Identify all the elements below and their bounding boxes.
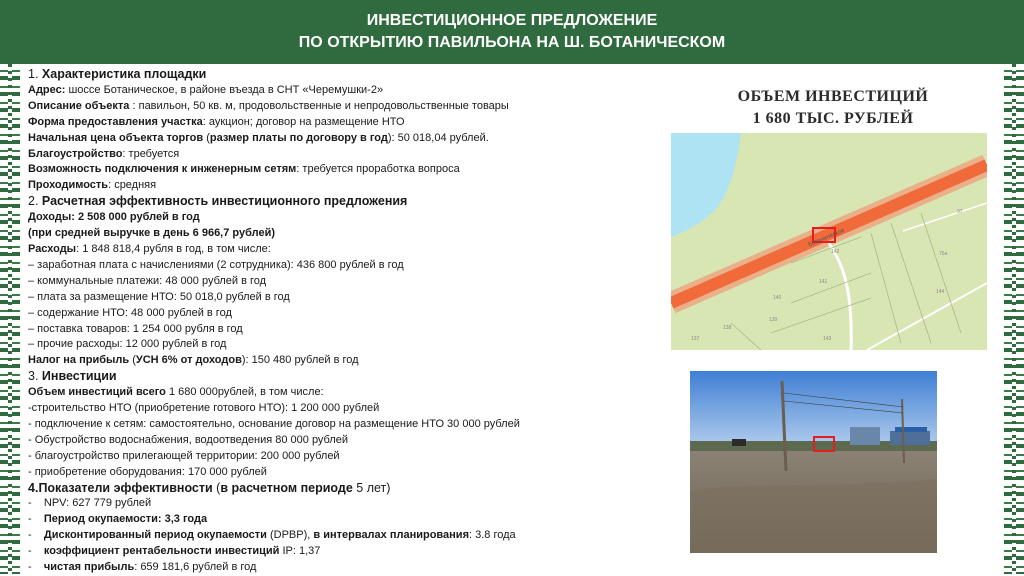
dpbp-row bbox=[28, 528, 678, 544]
profit-label: чистая прибыль bbox=[43, 561, 135, 574]
payback-row bbox=[28, 512, 678, 528]
expense-item: – заработная плата с начислениями (2 сотрудника): 436 800 рублей в год bbox=[28, 258, 404, 271]
investment-total-value: 1 680 000рублей, в том числе: bbox=[165, 386, 324, 399]
expense-item: – поставка товаров: 1 254 000 рубля в год bbox=[28, 322, 243, 335]
dpbp-paren: (DPBP), bbox=[266, 529, 314, 542]
investment-total-row bbox=[28, 385, 678, 401]
slide-title-line2: ПО ОТКРЫТИЮ ПАВИЛЬОНА НА Ш. БОТАНИЧЕСКОМ bbox=[298, 34, 726, 51]
section-number: 3. bbox=[28, 369, 42, 384]
section-title: Расчетная эффективность инвестиционного предложения bbox=[41, 194, 408, 209]
npv-row bbox=[28, 496, 678, 512]
section-title: Характеристика площадки bbox=[41, 67, 207, 81]
dpbp-label-2: в интервалах планирования bbox=[313, 529, 469, 542]
investment-volume-block bbox=[688, 86, 978, 130]
network-label: Возможность подключения к инженерным сетям bbox=[28, 163, 297, 176]
description-value: : павильон, 50 кв. м, продовольственные и непродовольственные товары bbox=[129, 99, 509, 112]
address-row bbox=[28, 83, 678, 99]
tax-paren: ( bbox=[129, 354, 136, 367]
price-label: Начальная цена объекта торгов bbox=[28, 131, 204, 144]
map-house-number: 141 bbox=[819, 279, 828, 285]
investment-item: - благоустройство прилегающей территории: 200 000 рублей bbox=[28, 449, 340, 462]
section-title-end: 5 лет) bbox=[352, 480, 391, 495]
site-photo bbox=[690, 371, 937, 553]
expense-item: – содержание НТО: 48 000 рублей в год bbox=[28, 306, 232, 319]
address-label: Адрес: bbox=[28, 83, 69, 96]
section-title: Показатели эффективности bbox=[38, 480, 213, 495]
map-house-number: 75а bbox=[939, 251, 948, 257]
investment-item: - Обустройство водоснабжения, водоотведения 80 000 рублей bbox=[28, 433, 349, 446]
investment-volume-value: 1 680 ТЫС. РУБЛЕЙ bbox=[752, 110, 914, 127]
dpbp-label: Дисконтированный период окупаемости bbox=[43, 529, 267, 542]
tax-label-2: УСН 6% от доходов bbox=[135, 354, 242, 367]
section-number: 2. bbox=[28, 194, 42, 209]
expenses-label: Расходы bbox=[28, 242, 77, 255]
expenses-row bbox=[28, 242, 678, 258]
tax-row bbox=[28, 353, 678, 369]
map-house-number: 142 bbox=[831, 249, 840, 255]
tax-value: ): 150 480 рублей в год bbox=[241, 354, 359, 367]
map-house-number: 139 bbox=[769, 317, 778, 323]
section-number: 4. bbox=[28, 480, 39, 495]
improvement-label: Благоустройство bbox=[28, 147, 123, 160]
map-house-number: 144 bbox=[936, 289, 945, 295]
bullet: - bbox=[28, 529, 44, 542]
price-value: ): 50 018,04 рублей. bbox=[387, 131, 489, 144]
ornament-border-left bbox=[0, 64, 20, 574]
investment-item: - приобретение оборудования: 170 000 рублей bbox=[28, 465, 267, 478]
traffic-value: : средняя bbox=[108, 179, 157, 192]
payback-label: Период окупаемости: 3,3 года bbox=[43, 513, 208, 526]
address-value: шоссе Ботаническое, в районе въезда в СНТ «Черемушки-2» bbox=[68, 83, 384, 96]
pi-row bbox=[28, 544, 678, 560]
investment-volume-label: ОБЪЕМ ИНВЕСТИЦИЙ bbox=[737, 88, 929, 105]
form-value: : аукцион; договор на размещение НТО bbox=[202, 115, 405, 128]
network-value: : требуется проработка вопроса bbox=[296, 163, 460, 176]
photo-roof bbox=[895, 427, 927, 432]
price-row bbox=[28, 131, 678, 147]
photo-car bbox=[732, 439, 746, 446]
price-paren: ( bbox=[203, 131, 210, 144]
map-house-number: 143 bbox=[823, 336, 832, 342]
income-label: Доходы bbox=[28, 211, 72, 224]
tax-label: Налог на прибыль bbox=[28, 354, 130, 367]
map-house-number: 137 bbox=[691, 336, 700, 342]
form-label: Форма предоставления участка bbox=[28, 115, 203, 128]
profit-value: : 659 181,6 рублей в год bbox=[134, 561, 257, 574]
section-4-heading bbox=[28, 481, 678, 497]
traffic-label: Проходимость bbox=[28, 179, 109, 192]
form-row bbox=[28, 115, 678, 131]
slide-header bbox=[0, 0, 1024, 64]
expense-item: – коммунальные платежи: 48 000 рублей в год bbox=[28, 274, 267, 287]
section-3-heading bbox=[28, 369, 678, 385]
section-title-2: в расчетном периоде bbox=[220, 480, 353, 495]
photo-building bbox=[850, 427, 880, 445]
dpbp-value: : 3.8 года bbox=[469, 529, 516, 542]
investment-item: -строительство НТО (приобретение готового НТО): 1 200 000 рублей bbox=[28, 402, 380, 415]
section-number: 1. bbox=[28, 67, 42, 81]
description-label: Описание объекта bbox=[28, 99, 130, 112]
investment-total-label: Объем инвестиций всего bbox=[28, 386, 166, 399]
expense-item: – прочие расходы: 12 000 рублей в год bbox=[28, 338, 227, 351]
ornament-border-right bbox=[1004, 64, 1024, 574]
description-row bbox=[28, 99, 678, 115]
bullet: - bbox=[28, 545, 44, 558]
npv-label: NPV bbox=[43, 497, 67, 510]
avg-revenue-row: (при средней выручке в день 6 966,7 рублей) bbox=[28, 227, 276, 240]
bullet: - bbox=[28, 513, 44, 526]
bullet: - bbox=[28, 497, 44, 510]
improvement-value: : требуется bbox=[122, 147, 180, 160]
price-label-2: размер платы по договору в год bbox=[209, 131, 388, 144]
photo-mud bbox=[690, 479, 937, 553]
map-house-number: 140 bbox=[773, 295, 782, 301]
section-title-paren: ( bbox=[212, 480, 221, 495]
income-row bbox=[28, 210, 678, 226]
section-2-heading bbox=[28, 194, 678, 210]
map-street-label: Ботаническое bbox=[807, 227, 846, 249]
section-title: Инвестиции bbox=[41, 369, 117, 384]
expense-item: – плата за размещение НТО: 50 018,0 рублей в год bbox=[28, 290, 290, 303]
pi-label: коэффициент рентабельности инвестиций bbox=[43, 545, 280, 558]
map-house-number: 97 bbox=[957, 209, 963, 215]
map-house-number: 138 bbox=[723, 325, 732, 331]
photo-building bbox=[890, 431, 930, 445]
site-map bbox=[671, 133, 987, 350]
npv-value: : 627 779 рублей bbox=[66, 497, 152, 510]
network-row bbox=[28, 162, 678, 178]
investment-item: - подключение к сетям: самостоятельно, основание договор на размещение НТО 30 000 рублей bbox=[28, 417, 520, 430]
income-value: : 2 508 000 рублей в год bbox=[71, 211, 200, 224]
bullet: - bbox=[28, 561, 44, 574]
improvement-row bbox=[28, 147, 678, 163]
slide-title-line1: ИНВЕСТИЦИОННОЕ ПРЕДЛОЖЕНИЕ bbox=[366, 12, 658, 29]
pi-value: IP: 1,37 bbox=[279, 545, 321, 558]
section-1-heading bbox=[28, 67, 678, 83]
expenses-value: : 1 848 818,4 рубля в год, в том числе: bbox=[76, 242, 271, 255]
proposal-text bbox=[28, 67, 678, 576]
traffic-row bbox=[28, 178, 678, 194]
